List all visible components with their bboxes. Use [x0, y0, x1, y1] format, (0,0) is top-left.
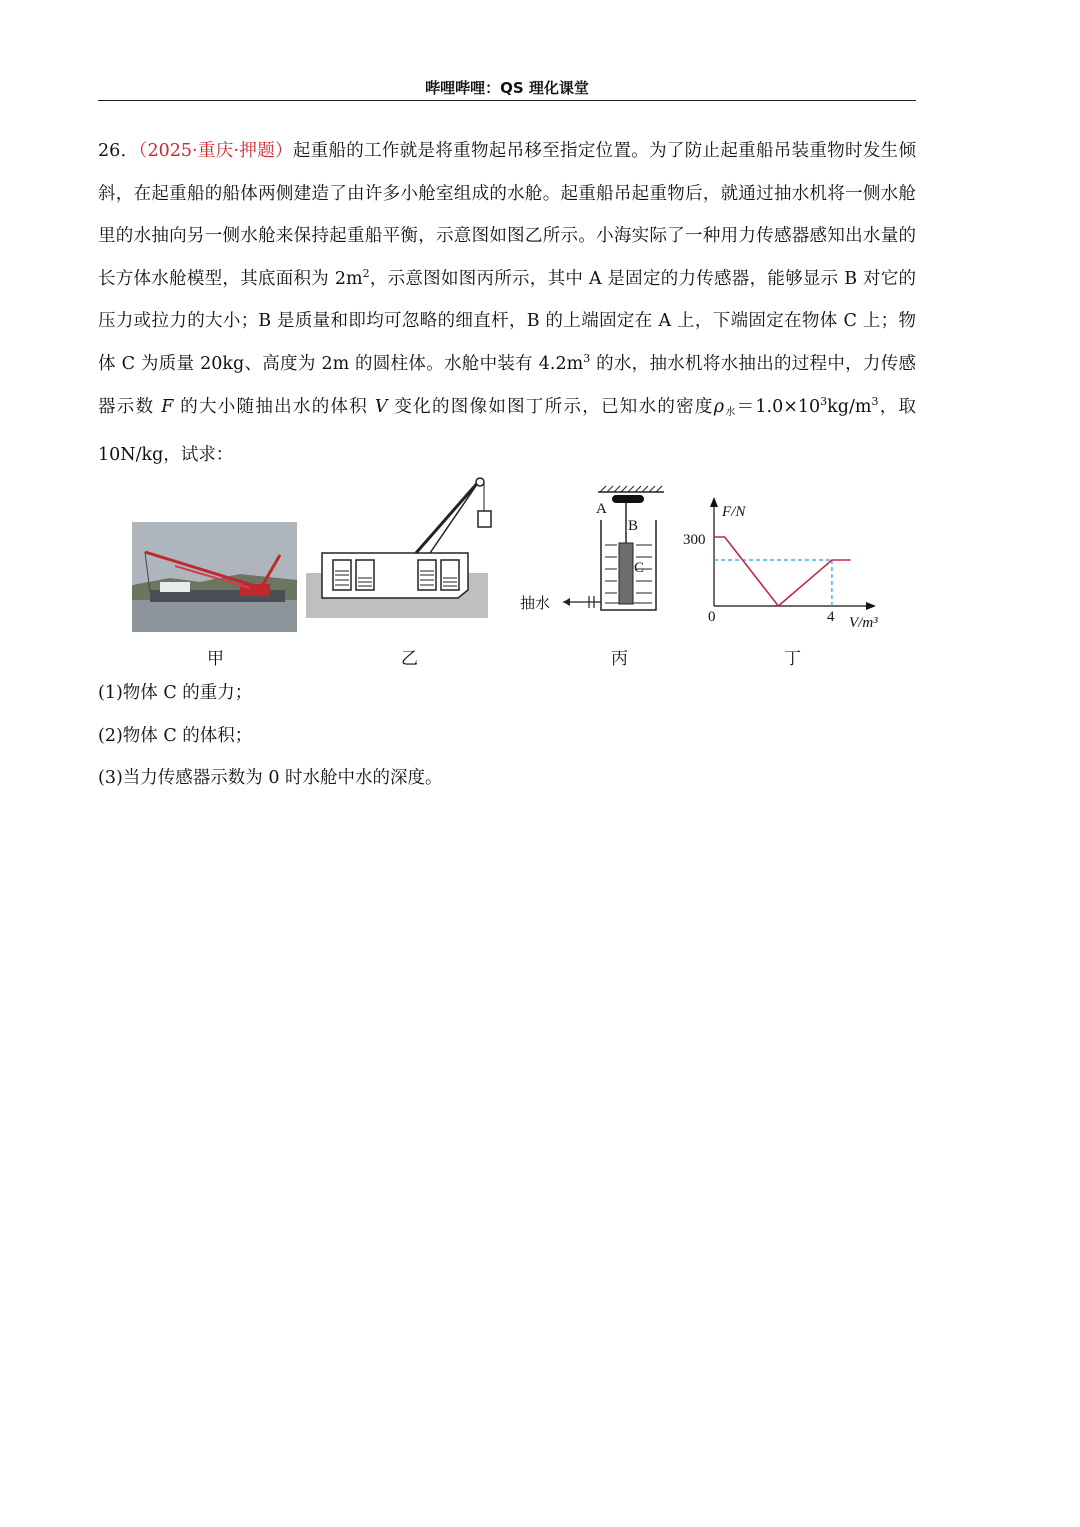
- crane-ship-photo: [132, 522, 297, 632]
- label-C: C: [634, 560, 645, 576]
- cylinder-C: [619, 543, 633, 604]
- pump-label: 抽水: [520, 596, 551, 612]
- caption-jia: 甲: [207, 649, 224, 669]
- problem-text: ，示意图如图丙所示，其中 A 是固定的力传感器，能够显示 B 对它的压力或拉力的大小；B 是质量和即均可忽略的细直杆，B 的上端固定在 A 上，下端固定在物体 C 上；物体 C 为质量 20kg、高度为 2m 的圆柱体。水舱中装有 4.2m: [98, 268, 917, 374]
- question-3: (3)当力传感器示数为 0 时水舱中水的深度。: [98, 768, 443, 789]
- problem-number: 26．: [98, 141, 139, 161]
- problem-source: （2025·重庆·押题）: [138, 141, 293, 161]
- figures-row: [120, 474, 900, 674]
- problem-statement: [98, 130, 916, 477]
- question-1: (1)物体 C 的重力；: [98, 683, 253, 703]
- x-axis-arrow: [866, 602, 876, 610]
- problem-text: ，取 10N/kg，试求：: [98, 396, 917, 466]
- label-B: B: [628, 518, 639, 534]
- problem-text: 起重船的工作就是将重物起吊移至指定位置。为了防止起重船吊装重物时发生倾斜，在起重船的船体两侧建造了由许多小舱室组成的水舱。起重船吊起重物后，就通过抽水机将一侧水舱里的水抽向另一侧水舱来保持起重船平衡，示意图如图乙所示。小海实际了一种用力传感器感知出水量的长方体水舱模型，其底面积为 2m: [98, 141, 916, 289]
- problem-text: kg/m: [827, 396, 872, 417]
- y-axis-label: F/N: [722, 504, 746, 520]
- caption-bing: 丙: [611, 649, 628, 669]
- series-line: [714, 537, 851, 606]
- rho-symbol: ρ: [713, 396, 725, 417]
- variable-V: V: [374, 396, 388, 417]
- ship-schematic: [306, 478, 491, 618]
- subscript: 水: [724, 406, 737, 418]
- superscript: 3: [871, 394, 879, 408]
- label-A: A: [596, 501, 607, 517]
- force-volume-graph: [683, 497, 878, 631]
- x-tick-label-0: 0: [708, 609, 716, 625]
- caption-yi: 乙: [401, 649, 418, 669]
- problem-text: 的大小随抽出水的体积: [173, 396, 375, 417]
- superscript: 3: [820, 394, 828, 408]
- superscript: 2: [362, 266, 370, 280]
- questions-list: [98, 672, 443, 800]
- variable-F: F: [161, 396, 174, 417]
- force-sensor-A: [612, 495, 644, 503]
- x-axis-label: V/m³: [849, 615, 878, 631]
- page-header: 哔哩哔哩：QS 理化课堂: [98, 76, 916, 101]
- superscript: 3: [583, 352, 591, 366]
- tank-model: [520, 486, 664, 612]
- x-tick-label-4: 4: [827, 609, 835, 625]
- problem-text: 的水，抽水机将水抽出的过程中，力传感器示数: [98, 353, 917, 417]
- y-tick-label: 300: [683, 532, 706, 548]
- problem-text: 变化的图像如图丁所示，已知水的密度: [387, 396, 714, 417]
- y-axis-arrow: [710, 497, 718, 507]
- question-2: (2)物体 C 的体积；: [98, 725, 253, 746]
- caption-ding: 丁: [784, 649, 801, 669]
- problem-text: ＝1.0×10: [736, 396, 821, 417]
